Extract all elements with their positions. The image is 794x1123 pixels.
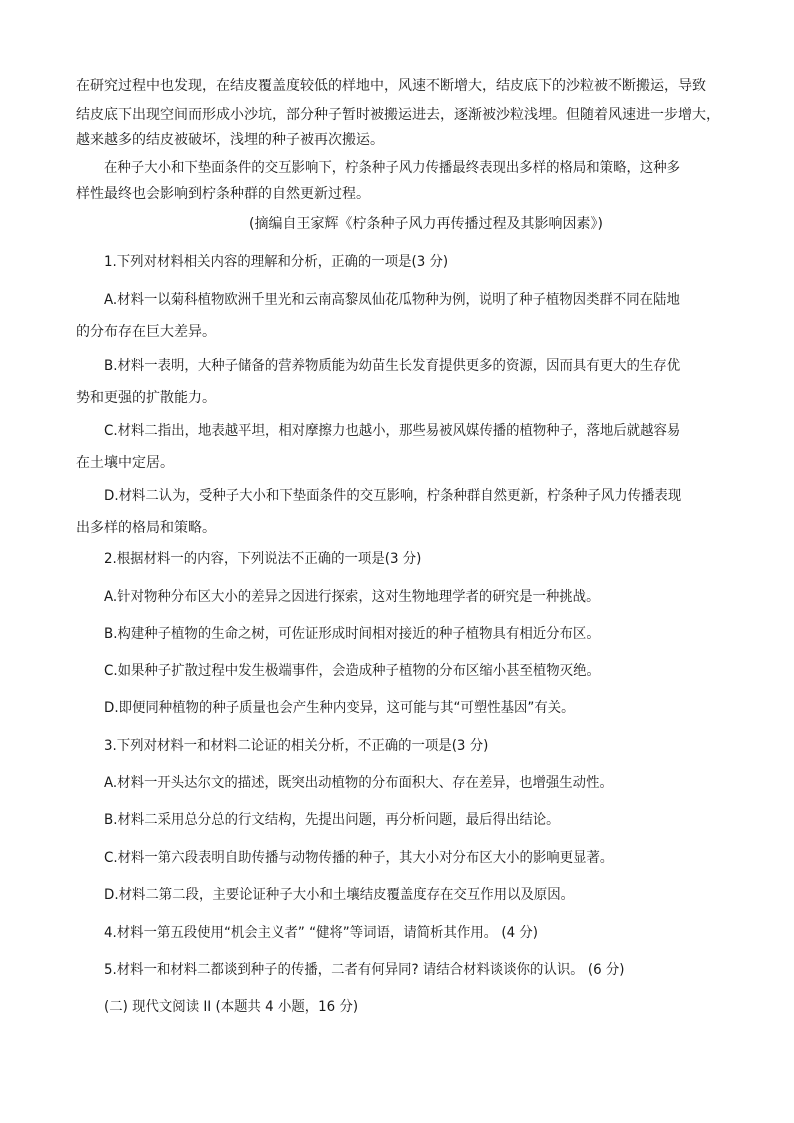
question-4-stem: 4.材料一第五段使用“机会主义者” “健将”等词语，请简析其作用。 (4 分) bbox=[104, 925, 539, 941]
passage-line: 样性最终也会影响到柠条种群的自然更新过程。 bbox=[76, 186, 370, 202]
option-line: D.材料二第二段，主要论证种子大小和土壤结皮覆盖度存在交互作用以及原因。 bbox=[104, 887, 575, 903]
option-line: 出多样的格局和策略。 bbox=[76, 520, 216, 536]
question-3-stem: 3.下列对材料一和材料二论证的相关分析，不正确的一项是(3 分) bbox=[104, 738, 489, 754]
question-2-stem: 2.根据材料一的内容，下列说法不正确的一项是(3 分) bbox=[104, 551, 422, 567]
option-line: A.针对物种分布区大小的差异之因进行探索，这对生物地理学者的研究是一种挑战。 bbox=[104, 589, 600, 605]
question-5-stem: 5.材料一和材料二都谈到种子的传播，二者有何异同? 请结合材料谈谈你的认识。 (6 分) bbox=[104, 962, 625, 978]
option-line: 的分布存在巨大差异。 bbox=[76, 324, 216, 340]
passage-line: 在种子大小和下垫面条件的交互影响下，柠条种子风力传播最终表现出多样的格局和策略，这种多 bbox=[104, 160, 681, 176]
option-line: B.构建种子植物的生命之树，可佐证形成时间相对接近的种子植物具有相近分布区。 bbox=[104, 626, 600, 642]
question-1-stem: 1.下列对材料相关内容的理解和分析，正确的一项是(3 分) bbox=[104, 254, 449, 270]
option-line: 势和更强的扩散能力。 bbox=[76, 390, 216, 406]
option-line: A.材料一以菊科植物欧洲千里光和云南高黎凤仙花瓜物种为例，说明了种子植物因类群不同在陆地 bbox=[104, 292, 680, 308]
option-line: D.即便同种植物的种子质量也会产生种内变异，这可能与其“可塑性基因”有关。 bbox=[104, 700, 575, 716]
option-line: A.材料一开头达尔文的描述，既突出动植物的分布面积大、存在差异，也增强生动性。 bbox=[104, 775, 613, 791]
option-line: B.材料二采用总分总的行文结构，先提出问题，再分析问题，最后得出结论。 bbox=[104, 812, 560, 828]
option-line: D.材料二认为，受种子大小和下垫面条件的交互影响，柠条种群自然更新，柠条种子风力传播表现 bbox=[104, 488, 682, 504]
section-heading: (二) 现代文阅读 II (本题共 4 小题，16 分) bbox=[104, 999, 359, 1015]
option-line: 在土壤中定居。 bbox=[76, 455, 174, 471]
passage-line: 在研究过程中也发现，在结皮覆盖度较低的样地中，风速不断增大，结皮底下的沙粒被不断搬运，导致 bbox=[76, 78, 706, 94]
passage-line: 越来越多的结皮被破坏，浅埋的种子被再次搬运。 bbox=[76, 132, 384, 148]
source-citation: (摘编自王家辉《柠条种子风力再传播过程及其影响因素》) bbox=[249, 216, 603, 232]
option-line: B.材料一表明，大种子储备的营养物质能为幼苗生长发育提供更多的资源，因而具有更大的生存优 bbox=[104, 358, 681, 374]
option-line: C.如果种子扩散过程中发生极端事件，会造成种子植物的分布区缩小甚至植物灭绝。 bbox=[104, 663, 600, 679]
option-line: C.材料二指出，地表越平坦，相对摩擦力也越小，那些易被风媒传播的植物种子，落地后就越容易 bbox=[104, 423, 681, 439]
passage-line: 结皮底下出现空间而形成小沙坑，部分种子暂时被搬运进去，逐渐被沙粒浅埋。但随着风速进一步增大， bbox=[76, 107, 720, 123]
option-line: C.材料一第六段表明自助传播与动物传播的种子，其大小对分布区大小的影响更显著。 bbox=[104, 850, 614, 866]
